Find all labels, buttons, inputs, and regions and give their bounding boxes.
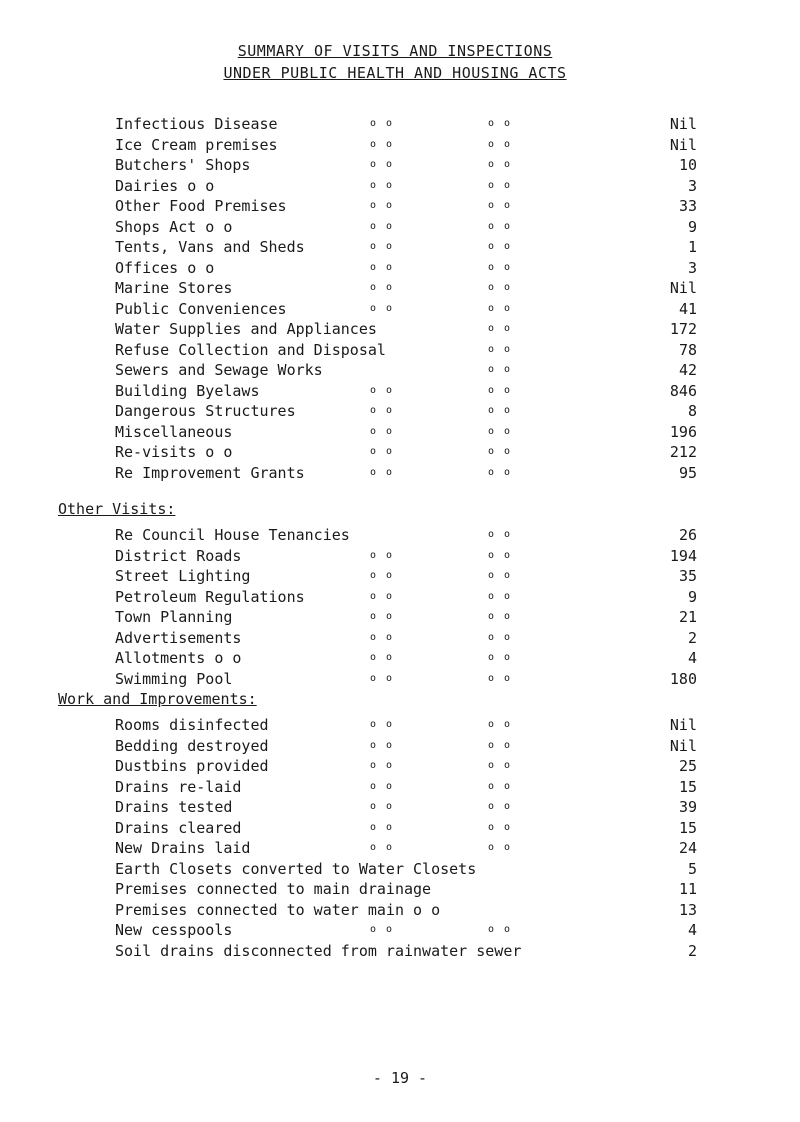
leader-dots: o o [370,118,395,129]
leader-dots: o o [488,138,513,150]
leader-dots: o o [488,652,513,663]
list-row [0,648,800,668]
leader-dots: o o [488,343,513,355]
row-value: 26 [678,526,697,544]
leader-dots: o o [488,631,513,643]
row-value: 172 [669,320,697,338]
row-label: Marine Stores [115,279,233,297]
row-label: Town Planning [115,608,233,626]
row-value: 9 [687,217,697,236]
row-value: 24 [678,839,697,857]
row-label: New cesspools [115,921,233,939]
list-row [0,628,800,648]
row-value: 78 [678,340,697,359]
leader-dots: o o [488,842,513,853]
leader-dots: o o [488,760,513,771]
row-label: Water Supplies and Appliances [115,320,377,338]
row-value: 35 [678,567,697,585]
leader-dots: o o [488,220,513,232]
list-row [0,900,800,920]
list-row [0,422,800,442]
leader-dots: o o [488,719,513,730]
row-label: Premises connected to main drainage [115,880,432,898]
row-label: Tents, Vans and Sheds [115,238,305,256]
row-label: Offices o o [115,258,215,277]
list-row [0,463,800,483]
row-value: 5 [687,859,697,878]
row-value: 212 [669,443,697,461]
leader-dots: o o [370,719,395,730]
leader-dots: o o [488,672,513,684]
list-row [0,736,800,756]
list-row [0,777,800,797]
row-value: 196 [669,422,697,441]
leader-dots: o o [488,200,513,211]
list-row [0,319,800,339]
leader-dots: o o [370,159,395,170]
leader-dots: o o [370,302,395,314]
row-label: Re Council House Tenancies [115,526,350,544]
leader-dots: o o [370,590,395,602]
row-label: Butchers' Shops [115,156,251,174]
leader-dots: o o [488,302,513,314]
row-label: Soil drains disconnected from rainwater sewer [115,941,522,960]
row-label: Rooms disinfected [115,716,269,734]
list-row [0,237,800,257]
list-row [0,258,800,278]
leader-dots: o o [488,282,513,293]
leader-dots: o o [370,425,395,437]
leader-dots: o o [488,466,513,478]
list-row [0,135,800,155]
row-value: 10 [678,156,697,174]
row-value: 42 [678,361,697,379]
row-value: 1 [687,238,697,256]
row-value: 33 [678,197,697,215]
leader-dots: o o [370,631,395,643]
row-value: 39 [678,798,697,816]
row-label: Miscellaneous [115,422,233,441]
row-value: 194 [669,546,697,565]
leader-dots: o o [488,159,513,170]
leader-dots: o o [370,405,395,416]
row-value: Nil [669,716,697,734]
row-value: 11 [678,880,697,898]
list-row [0,859,800,879]
list-row [0,838,800,858]
row-label: Ice Cream premises [115,135,278,154]
list-row [0,669,800,689]
row-label: Dangerous Structures [115,402,296,420]
list-row [0,196,800,216]
leader-dots: o o [488,801,513,812]
row-value: 95 [678,463,697,482]
list-row [0,818,800,838]
row-label: Petroleum Regulations [115,587,305,606]
row-label: Other Food Premises [115,197,287,215]
row-label: Earth Closets converted to Water Closets [115,859,477,878]
row-label: Drains tested [115,798,233,816]
row-value: 2 [687,628,697,647]
list-row [0,155,800,175]
leader-dots: o o [488,549,513,561]
leader-dots: o o [370,384,395,396]
leader-dots: o o [370,466,395,478]
leader-dots: o o [370,446,395,457]
row-value: 846 [669,381,697,400]
leader-dots: o o [488,364,513,375]
row-value: 15 [678,777,697,796]
row-label: Public Conveniences [115,299,287,318]
list-row [0,715,800,735]
list-row [0,278,800,298]
leader-dots: o o [370,179,395,191]
leader-dots: o o [370,611,395,622]
row-label: Street Lighting [115,567,251,585]
leader-dots: o o [488,570,513,581]
row-value: Nil [669,135,697,154]
list-row [0,114,800,134]
row-label: Refuse Collection and Disposal [115,340,386,359]
row-label: Re Improvement Grants [115,463,305,482]
list-row [0,525,800,545]
leader-dots: o o [370,924,395,935]
list-row [0,217,800,237]
leader-dots: o o [488,611,513,622]
row-label: Allotments o o [115,649,242,667]
row-value: 180 [669,669,697,688]
page-title: SUMMARY OF VISITS AND INSPECTIONS [237,42,553,60]
row-label: New Drains laid [115,839,251,857]
leader-dots: o o [488,739,513,751]
leader-dots: o o [488,821,513,833]
row-value: 41 [678,299,697,318]
leader-dots: o o [370,220,395,232]
row-value: 3 [687,176,697,195]
other-visits-heading: Other Visits: [58,500,176,518]
leader-dots: o o [370,549,395,561]
row-value: 21 [678,608,697,626]
list-row [0,299,800,319]
leader-dots: o o [488,590,513,602]
leader-dots: o o [370,570,395,581]
row-value: 8 [687,402,697,420]
list-row [0,442,800,462]
row-label: Bedding destroyed [115,736,269,755]
leader-dots: o o [488,384,513,396]
page-number: - 19 - [372,1069,428,1087]
row-label: Drains cleared [115,818,242,837]
row-value: 3 [687,258,697,277]
row-label: Advertisements [115,628,242,647]
row-label: Drains re-laid [115,777,242,796]
leader-dots: o o [370,200,395,211]
page-subtitle: UNDER PUBLIC HEALTH AND HOUSING ACTS [223,64,567,82]
row-label: Swimming Pool [115,669,233,688]
leader-dots: o o [370,138,395,150]
row-value: 15 [678,818,697,837]
row-value: 4 [687,649,697,667]
leader-dots: o o [370,672,395,684]
list-row [0,756,800,776]
leader-dots: o o [488,780,513,792]
list-row [0,340,800,360]
row-value: Nil [669,279,697,297]
leader-dots: o o [488,405,513,416]
list-row [0,381,800,401]
leader-dots: o o [488,529,513,540]
leader-dots: o o [370,821,395,833]
leader-dots: o o [488,241,513,252]
leader-dots: o o [488,261,513,273]
row-label: District Roads [115,546,242,565]
leader-dots: o o [370,241,395,252]
leader-dots: o o [488,118,513,129]
list-row [0,587,800,607]
leader-dots: o o [370,739,395,751]
row-label: Dustbins provided [115,757,269,775]
leader-dots: o o [370,801,395,812]
list-row [0,607,800,627]
row-label: Shops Act o o [115,217,233,236]
row-value: 9 [687,587,697,606]
leader-dots: o o [370,282,395,293]
list-row [0,920,800,940]
list-row [0,879,800,899]
leader-dots: o o [488,425,513,437]
row-value: Nil [669,736,697,755]
row-label: Sewers and Sewage Works [115,361,323,379]
list-row [0,566,800,586]
list-row [0,176,800,196]
leader-dots: o o [370,652,395,663]
list-row [0,546,800,566]
row-label: Re-visits o o [115,443,233,461]
list-row [0,941,800,961]
leader-dots: o o [370,261,395,273]
row-label: Dairies o o [115,176,215,195]
row-value: 25 [678,757,697,775]
list-row [0,360,800,380]
row-label: Premises connected to water main o o [115,900,441,919]
work-heading: Work and Improvements: [58,690,257,708]
leader-dots: o o [370,780,395,792]
row-value: 4 [687,921,697,939]
row-value: Nil [669,115,697,133]
leader-dots: o o [488,323,513,334]
list-row [0,797,800,817]
row-label: Building Byelaws [115,381,260,400]
leader-dots: o o [488,446,513,457]
leader-dots: o o [370,760,395,771]
list-row [0,401,800,421]
leader-dots: o o [488,924,513,935]
leader-dots: o o [488,179,513,191]
row-value: 2 [687,941,697,960]
row-value: 13 [678,900,697,919]
row-label: Infectious Disease [115,115,278,133]
leader-dots: o o [370,842,395,853]
